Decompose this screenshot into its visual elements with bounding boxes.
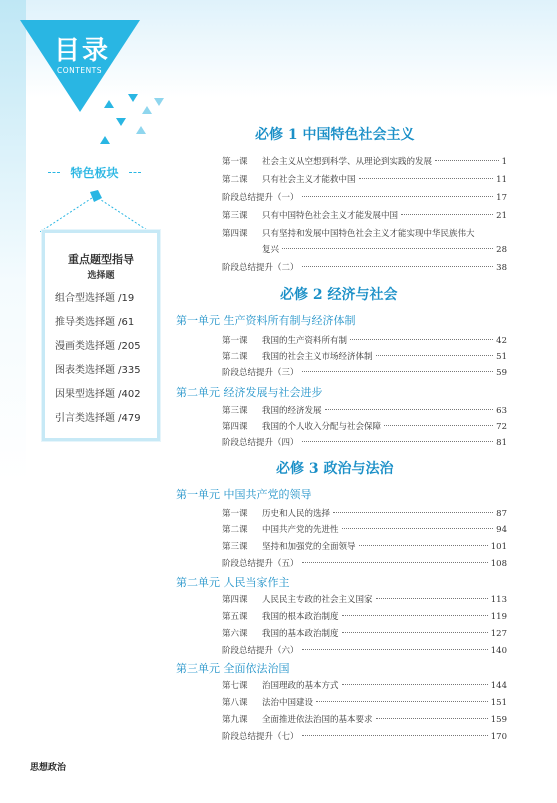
toc-entry[interactable] (222, 679, 507, 693)
lesson-title: 全面推进依法治国的基本要求 (262, 715, 373, 725)
toc-entry[interactable] (222, 350, 507, 364)
lesson-title: 我国的社会主义市场经济体制 (262, 352, 373, 362)
page-number: 119 (490, 612, 507, 622)
leader-dots (333, 512, 493, 513)
toc-entry[interactable] (222, 155, 507, 169)
page-number: 51 (496, 352, 507, 362)
lesson-title: 我国的个人收入分配与社会保障 (262, 422, 382, 432)
lesson-number: 第八课 (222, 698, 248, 708)
toc-entry[interactable] (222, 730, 507, 744)
leader-dots (282, 248, 493, 249)
guide-item[interactable]: 引言类选择题 /479 (55, 413, 141, 424)
lesson-title: 社会主义从空想到科学、从理论到实践的发展 (262, 157, 433, 167)
leader-dots (350, 339, 493, 340)
toc-entry[interactable] (222, 436, 507, 450)
page-number: 42 (496, 336, 507, 346)
page-number: 1 (501, 157, 507, 167)
page-subtitle: CONTENTS (57, 66, 103, 75)
lesson-title: 坚持和加强党的全面领导 (262, 542, 356, 552)
lesson-title: 阶段总结提升（四） (222, 438, 299, 448)
lesson-title: 阶段总结提升（三） (222, 368, 299, 378)
toc-entry[interactable] (222, 557, 507, 571)
lesson-title: 我国的根本政治制度 (262, 612, 339, 622)
leader-dots (359, 178, 494, 179)
lesson-number: 第四课 (222, 422, 248, 432)
page-number: 159 (490, 715, 507, 725)
page-number: 127 (490, 629, 507, 639)
guide-subtitle: 选择题 (87, 271, 115, 281)
leader-dots (435, 160, 499, 161)
lesson-title: 只有中国特色社会主义才能发展中国 (262, 211, 399, 221)
toc-entry[interactable] (222, 644, 507, 658)
lesson-title: 阶段总结提升（六） (222, 646, 299, 656)
page-number: 94 (496, 525, 507, 535)
unit-title[interactable]: 第二单元 人民当家作主 (176, 576, 290, 589)
toc-entry[interactable] (222, 334, 507, 348)
toc-entry-continued[interactable] (262, 243, 507, 257)
page-number: 21 (496, 211, 507, 221)
toc-entry[interactable] (222, 713, 507, 727)
lesson-title: 只有社会主义才能救中国 (262, 175, 356, 185)
guide-item[interactable]: 推导类选择题 /61 (55, 317, 135, 328)
toc-entry[interactable] (222, 366, 507, 380)
lesson-title: 只有坚持和发展中国特色社会主义才能实现中华民族伟大 (262, 229, 475, 239)
page-number: 101 (490, 542, 507, 552)
leader-dots (302, 735, 488, 736)
leader-dots (376, 598, 488, 599)
guide-title: 重点题型指导 (68, 253, 134, 266)
page-number: 170 (490, 732, 507, 742)
leader-dots (376, 355, 494, 356)
page-number: 144 (490, 681, 507, 691)
toc-entry[interactable] (222, 627, 507, 641)
lesson-title: 复兴 (262, 245, 280, 255)
unit-title[interactable]: 第一单元 中国共产党的领导 (176, 488, 312, 501)
lesson-number: 第一课 (222, 509, 248, 519)
lesson-title: 我国的基本政治制度 (262, 629, 339, 639)
lesson-title: 历史和人民的选择 (262, 509, 331, 519)
lesson-number: 第二课 (222, 175, 248, 185)
left-stripe (0, 0, 26, 803)
lesson-number: 第三课 (222, 542, 248, 552)
leader-dots (302, 266, 494, 267)
leader-dots (342, 684, 488, 685)
lesson-title: 我国的经济发展 (262, 406, 322, 416)
decor-triangle (154, 98, 164, 106)
toc-entry[interactable] (222, 610, 507, 624)
toc-entry[interactable] (222, 191, 507, 205)
toc-entry[interactable] (222, 696, 507, 710)
page-number: 11 (496, 175, 507, 185)
guide-item[interactable]: 漫画类选择题 /205 (55, 341, 141, 352)
leader-dots (302, 562, 488, 563)
decor-triangle (100, 136, 110, 144)
decor-triangle (142, 106, 152, 114)
toc-entry[interactable] (222, 593, 507, 607)
page-number: 140 (490, 646, 507, 656)
lesson-number: 第六课 (222, 629, 248, 639)
lesson-number: 第二课 (222, 352, 248, 362)
connector-lines (40, 182, 150, 232)
lesson-number: 第四课 (222, 595, 248, 605)
section-title: 必修 2 经济与社会 (280, 287, 398, 303)
unit-title[interactable]: 第一单元 生产资料所有制与经济体制 (176, 314, 356, 327)
guide-item[interactable]: 组合型选择题 /19 (55, 293, 135, 304)
lesson-title: 法治中国建设 (262, 698, 314, 708)
leader-dots (342, 632, 488, 633)
lesson-number: 第一课 (222, 336, 248, 346)
page-number: 17 (496, 193, 507, 203)
guide-box (42, 230, 160, 441)
lesson-number: 第一课 (222, 157, 248, 167)
leader-dots (316, 701, 488, 702)
page-number: 59 (496, 368, 507, 378)
toc-entry[interactable] (222, 540, 507, 554)
lesson-title: 人民民主专政的社会主义国家 (262, 595, 373, 605)
lesson-number: 第四课 (222, 229, 248, 239)
leader-dots (302, 371, 494, 372)
page-number: 63 (496, 406, 507, 416)
lesson-number: 第三课 (222, 211, 248, 221)
page-number: 81 (496, 438, 507, 448)
toc-entry[interactable] (222, 507, 507, 521)
toc-entry[interactable] (222, 261, 507, 275)
decor-triangle (104, 100, 114, 108)
decor-triangle (116, 118, 126, 126)
section-title: 必修 1 中国特色社会主义 (255, 127, 415, 143)
toc-entry[interactable] (222, 173, 507, 187)
lesson-number: 第五课 (222, 612, 248, 622)
lesson-title: 我国的生产资料所有制 (262, 336, 348, 346)
unit-title[interactable]: 第二单元 经济发展与社会进步 (176, 386, 323, 399)
leader-dots (302, 649, 488, 650)
guide-item[interactable]: 因果型选择题 /402 (55, 389, 141, 400)
leader-dots (384, 425, 493, 426)
leader-dots (359, 545, 488, 546)
page-number: 113 (490, 595, 507, 605)
decor-triangle (136, 126, 146, 134)
guide-item[interactable]: 图表类选择题 /335 (55, 365, 141, 376)
lesson-title: 中国共产党的先进性 (262, 525, 339, 535)
toc-entry[interactable] (222, 227, 475, 239)
page-number: 38 (496, 263, 507, 273)
decor-triangle (128, 94, 138, 102)
lesson-title: 阶段总结提升（七） (222, 732, 299, 742)
lesson-number: 第七课 (222, 681, 248, 691)
lesson-title: 阶段总结提升（五） (222, 559, 299, 569)
lesson-title: 治国理政的基本方式 (262, 681, 339, 691)
leader-dots (302, 441, 494, 442)
leader-dots (401, 214, 493, 215)
leader-dots (376, 718, 488, 719)
page-number: 151 (490, 698, 507, 708)
unit-title[interactable]: 第三单元 全面依法治国 (176, 662, 290, 675)
footer-subject: 思想政治 (30, 763, 67, 773)
page-number: 28 (496, 245, 507, 255)
leader-dots (342, 615, 488, 616)
toc-entry[interactable] (222, 209, 507, 223)
section-title: 必修 3 政治与法治 (276, 461, 394, 477)
leader-dots (325, 409, 494, 410)
page-number: 108 (490, 559, 507, 569)
feature-label: 特色板块 (42, 164, 147, 181)
leader-dots (302, 196, 494, 197)
toc-entry[interactable] (222, 523, 507, 537)
page-number: 72 (496, 422, 507, 432)
lesson-number: 第九课 (222, 715, 248, 725)
leader-dots (342, 528, 494, 529)
toc-entry[interactable] (222, 420, 507, 434)
page-title: 目录 (54, 36, 111, 66)
lesson-title: 阶段总结提升（一） (222, 193, 299, 203)
lesson-number: 第三课 (222, 406, 248, 416)
lesson-title: 阶段总结提升（二） (222, 263, 299, 273)
lesson-number: 第二课 (222, 525, 248, 535)
page-number: 87 (496, 509, 507, 519)
toc-entry[interactable] (222, 404, 507, 418)
